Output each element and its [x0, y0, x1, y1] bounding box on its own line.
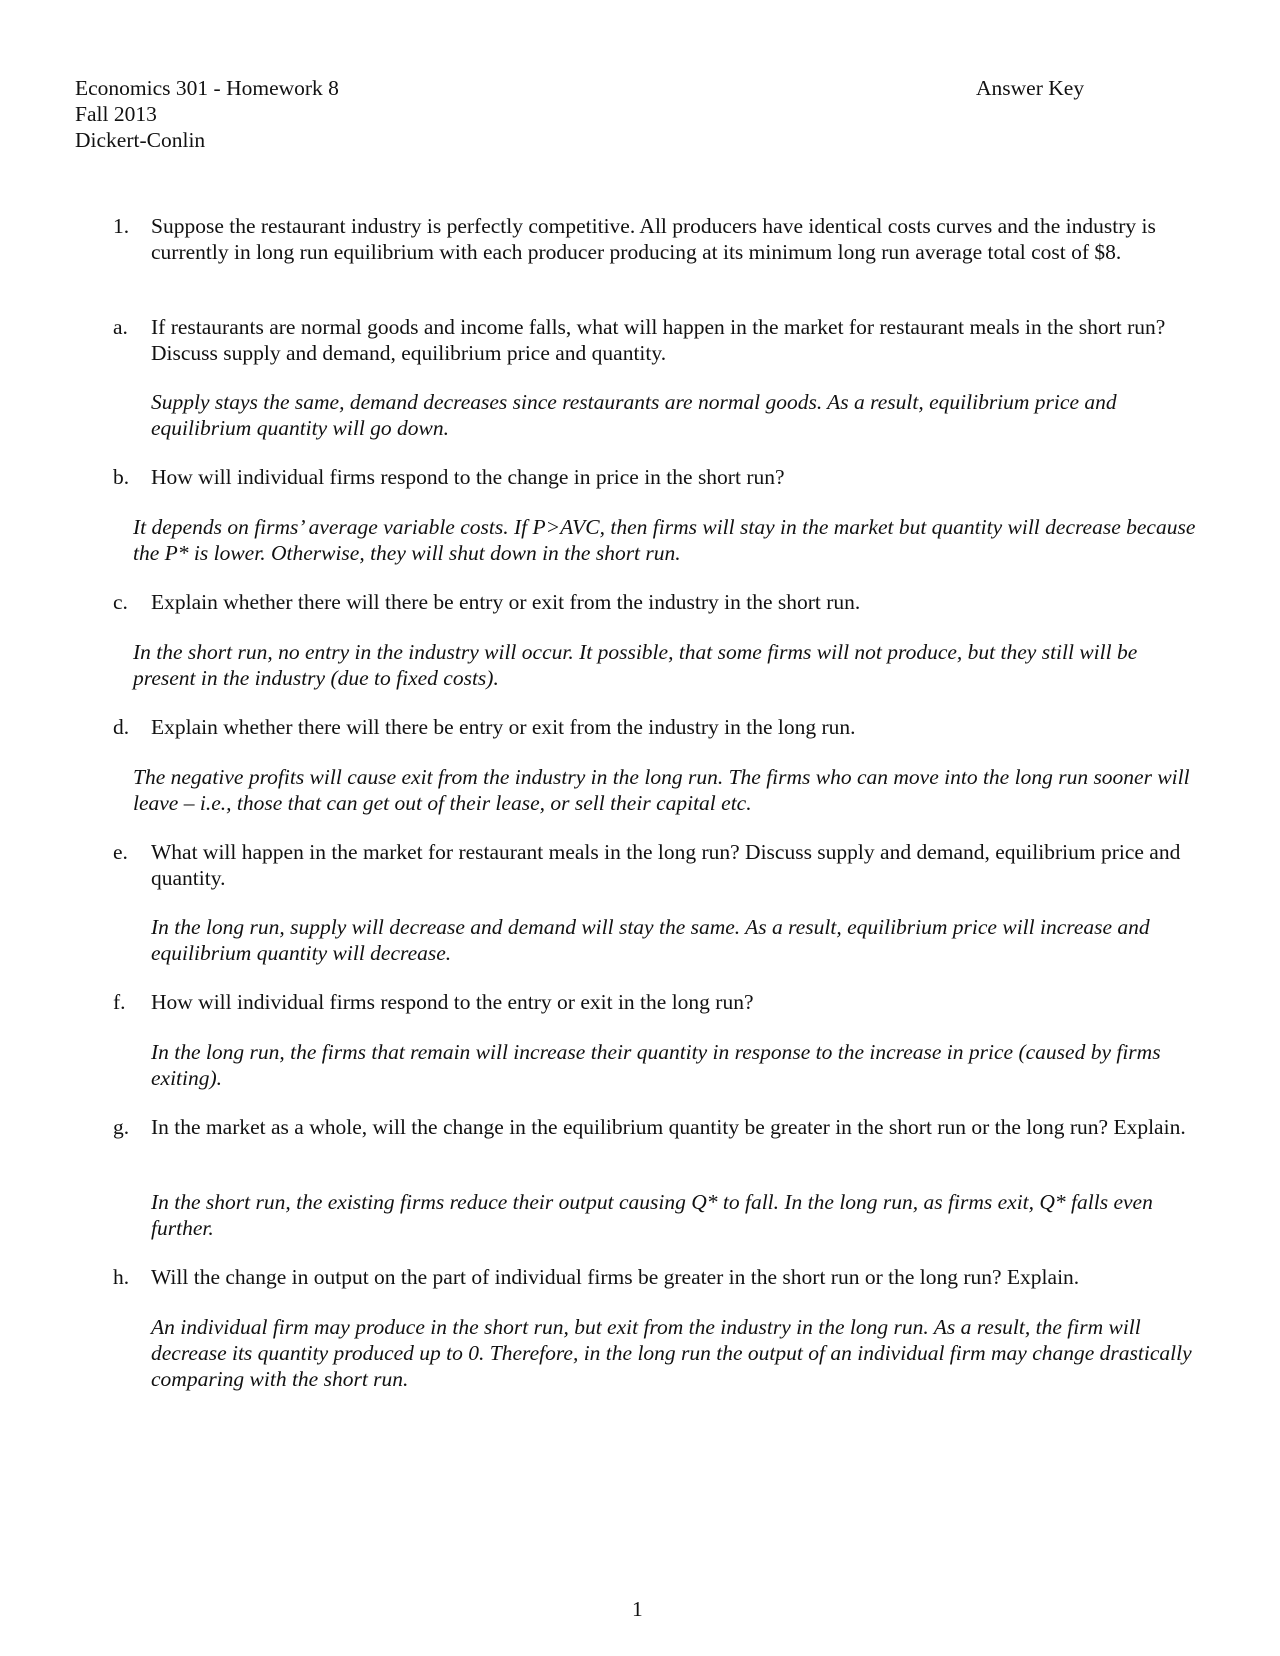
part-d-answer: The negative profits will cause exit from the industry in the long run. The firms who can move into the long run sooner will leave – i.e., those that can get out of their lease, or sell their capital etc.: [133, 765, 1190, 815]
answer-key-label: Answer Key: [976, 76, 1085, 100]
part-c-answer: In the short run, no entry in the industry will occur. It possible, that some firms will not produce, but they still will be present in the industry (due to fixed costs).: [133, 640, 1138, 690]
part-label: c.: [113, 590, 128, 614]
term: Fall 2013: [75, 102, 157, 126]
part-b-answer: It depends on firms’ average variable costs. If P>AVC, then firms will stay in the market but quantity will decrease because the P* is lower. Otherwise, they will shut down in the short run.: [133, 515, 1196, 565]
part-question-text: Will the change in output on the part of individual firms be greater in the short run or the long run? Explain.: [151, 1265, 1080, 1289]
part-g-question: [113, 1114, 1203, 1140]
part-label: a.: [113, 315, 128, 339]
part-a-answer: Supply stays the same, demand decreases since restaurants are normal goods. As a result, equilibrium price and equilibrium quantity will go down.: [151, 390, 1117, 440]
part-label: g.: [113, 1115, 130, 1139]
part-b-question: [113, 464, 1203, 490]
part-label: f.: [113, 990, 126, 1014]
part-question-text: How will individual firms respond to the entry or exit in the long run?: [151, 990, 754, 1014]
part-h-question: [113, 1264, 1203, 1290]
part-label: b.: [113, 465, 130, 489]
part-c-question: [113, 589, 1203, 615]
part-label: h.: [113, 1265, 130, 1289]
part-e-answer: In the long run, supply will decrease and demand will stay the same. As a result, equilibrium price will increase and equilibrium quantity will decrease.: [151, 915, 1150, 965]
part-question-text: How will individual firms respond to the change in price in the short run?: [151, 465, 785, 489]
question-text: Suppose the restaurant industry is perfectly competitive. All producers have identical costs curves and the industry is currently in long run equilibrium with each producer producing at its minimum long run average total cost of $8.: [151, 214, 1156, 264]
part-question-text: If restaurants are normal goods and income falls, what will happen in the market for restaurant meals in the short run? Discuss supply and demand, equilibrium price and quantity.: [151, 315, 1166, 365]
part-e-question: [113, 839, 1203, 891]
course-title: Economics 301 - Homework 8: [75, 76, 339, 100]
part-a-question: [113, 314, 1203, 366]
instructor: Dickert-Conlin: [75, 128, 206, 152]
part-g-answer: In the short run, the existing firms reduce their output causing Q* to fall. In the long run, as firms exit, Q* falls even further.: [151, 1190, 1153, 1240]
part-f-answer: In the long run, the firms that remain will increase their quantity in response to the increase in price (caused by firms exiting).: [151, 1040, 1161, 1090]
part-d-question: [113, 714, 1203, 740]
question-number: 1.: [113, 214, 130, 238]
part-h-answer: An individual firm may produce in the short run, but exit from the industry in the long run. As a result, the firm will decrease its quantity produced up to 0. Therefore, in the long run the output of an individual firm may change drastically comparing with the short run.: [151, 1315, 1192, 1391]
part-label: e.: [113, 840, 128, 864]
part-f-question: [113, 989, 1203, 1015]
part-question-text: What will happen in the market for restaurant meals in the long run? Discuss supply and demand, equilibrium price and quantity.: [151, 840, 1181, 890]
part-question-text: Explain whether there will there be entry or exit from the industry in the long run.: [151, 715, 856, 739]
part-question-text: In the market as a whole, will the change in the equilibrium quantity be greater in the short run or the long run? Explain.: [151, 1115, 1186, 1139]
page-number: 1: [632, 1597, 643, 1621]
document-header: [75, 75, 339, 153]
part-question-text: Explain whether there will there be entry or exit from the industry in the short run.: [151, 590, 861, 614]
question-1: [113, 213, 1203, 265]
part-label: d.: [113, 715, 130, 739]
